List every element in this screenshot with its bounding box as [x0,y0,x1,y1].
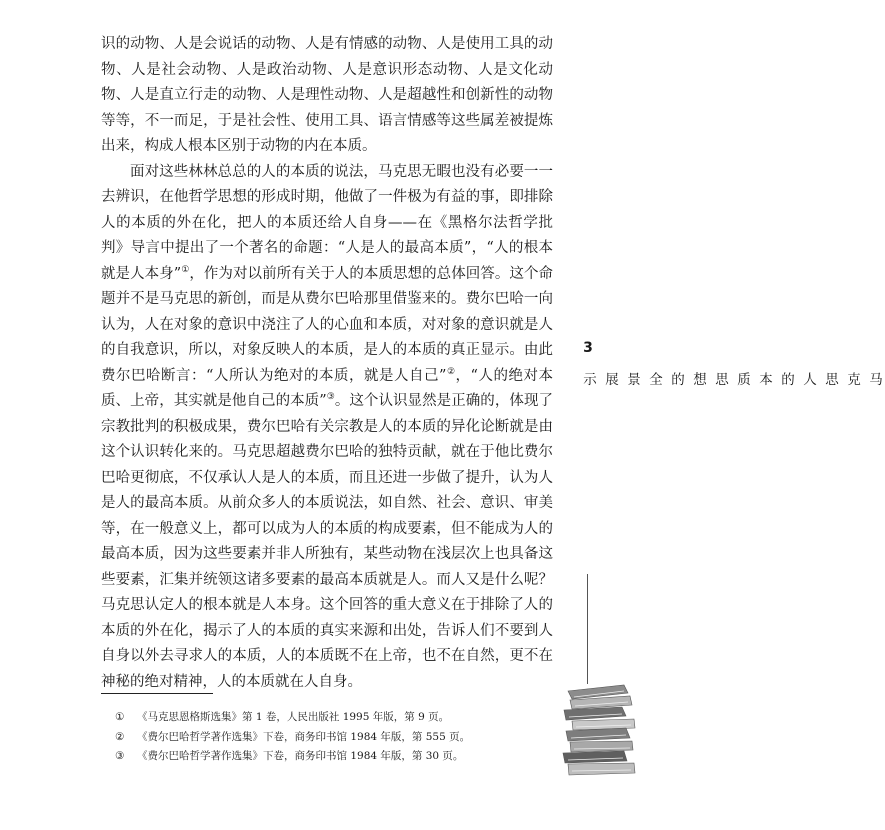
footnotes [115,708,555,767]
footnote-ref[interactable]: ③ [326,392,335,402]
paragraph: 识的动物、人是会说话的动物、人是有情感的动物、人是使用工具的动物、人是社会动物、人是政治动物、人是意识形态动物、人是文化动物、人是直立行走的动物、人是理性动物、人是超越性和创新性的动物等等，不一而足，于是社会性、使用工具、语言情感等这些属差被提炼出来，构成人根本区别于动物的内在本质。 [101,36,553,154]
footnote [115,747,555,767]
footnote [115,728,555,748]
footnote-text: 《费尔巴哈哲学著作选集》下卷，商务印书馆 1984 年版，第 555 页。 [137,730,471,743]
footnote-ref[interactable]: ① [181,264,190,275]
text-span: 面对这些林林总总的人的本质的说法，马克思无暇也没有必要一一去辨识，在他哲学思想的形成时期，他做了一件极为有益的事，即排除人的本质的外在化，把人的本质还给人自身——在《黑格尔法哲学批判》导言中提出了一个著名的命题：“人是人的最高本质”，“人的根本就是人本身” [101,163,553,282]
text-span: 。这个认识显然是正确的，体现了宗教批判的积极成果，费尔巴哈有关宗教是人的本质的异化论断就是由这个认识转化来的。马克思超越费尔巴哈的独特贡献，就在于他比费尔巴哈更彻底，不仅承认人是人的本质，而且还进一步做了提升，认为人是人的最高本质。从前众多人的本质说法，如自然、社会、意识、审美等，在一般意义上，都可以成为人的本质的构成要素，但不能成为人的最高本质，因为这些要素并非人所独有，某些动物在浅层次上也具备这些要素，汇集并统领这诸多要素的最高本质就是人。而人又是什么呢？马克思认定人的根本就是人本身。这个回答的重大意义在于排除了人的本质的外在化，揭示了人的本质的真实来源和出处，告诉人们不要到人自身以外去寻求人的本质，人的本质既不在上帝，也不在自然，更不在神秘的绝对精神，人的本质就在人自身。 [101,393,553,690]
text-span: ，作为对以前所有关于人的本质思想的总体回答。这个命题并不是马克思的新创，而是从费尔巴哈那里借鉴来的。费尔巴哈一向认为，人在对象的意识中浇注了人的心血和本质，对对象的意识就是人的自我意识，所以，对象反映人的本质，是人的本质的真正显示。由此费尔巴哈断言：“人所认为绝对的本质，就是人自己” [101,265,553,384]
footnote-text: 《费尔巴哈哲学著作选集》下卷，商务印书馆 1984 年版，第 30 页。 [137,750,464,762]
text-span: ，“人的绝对本质、上帝，其实就是他自己的本质” [101,367,553,409]
page-number: 3 [583,340,593,356]
stacked-books-icon [560,683,640,787]
footnote-mark: ③ [115,750,125,762]
sidebar-rule [587,574,588,684]
paragraph [101,160,553,696]
footnote [115,708,555,728]
footnote-divider [101,693,213,694]
footnote-mark: ② [115,730,125,743]
footnote-text: 《马克思恩格斯选集》第 1 卷，人民出版社 1995 年版，第 9 页。 [137,711,450,723]
footnote-ref[interactable]: ② [446,366,456,377]
page-body [101,32,553,695]
footnote-mark: ① [115,711,125,723]
running-title: 马克思人的本质思想的全景展示 [580,372,882,387]
